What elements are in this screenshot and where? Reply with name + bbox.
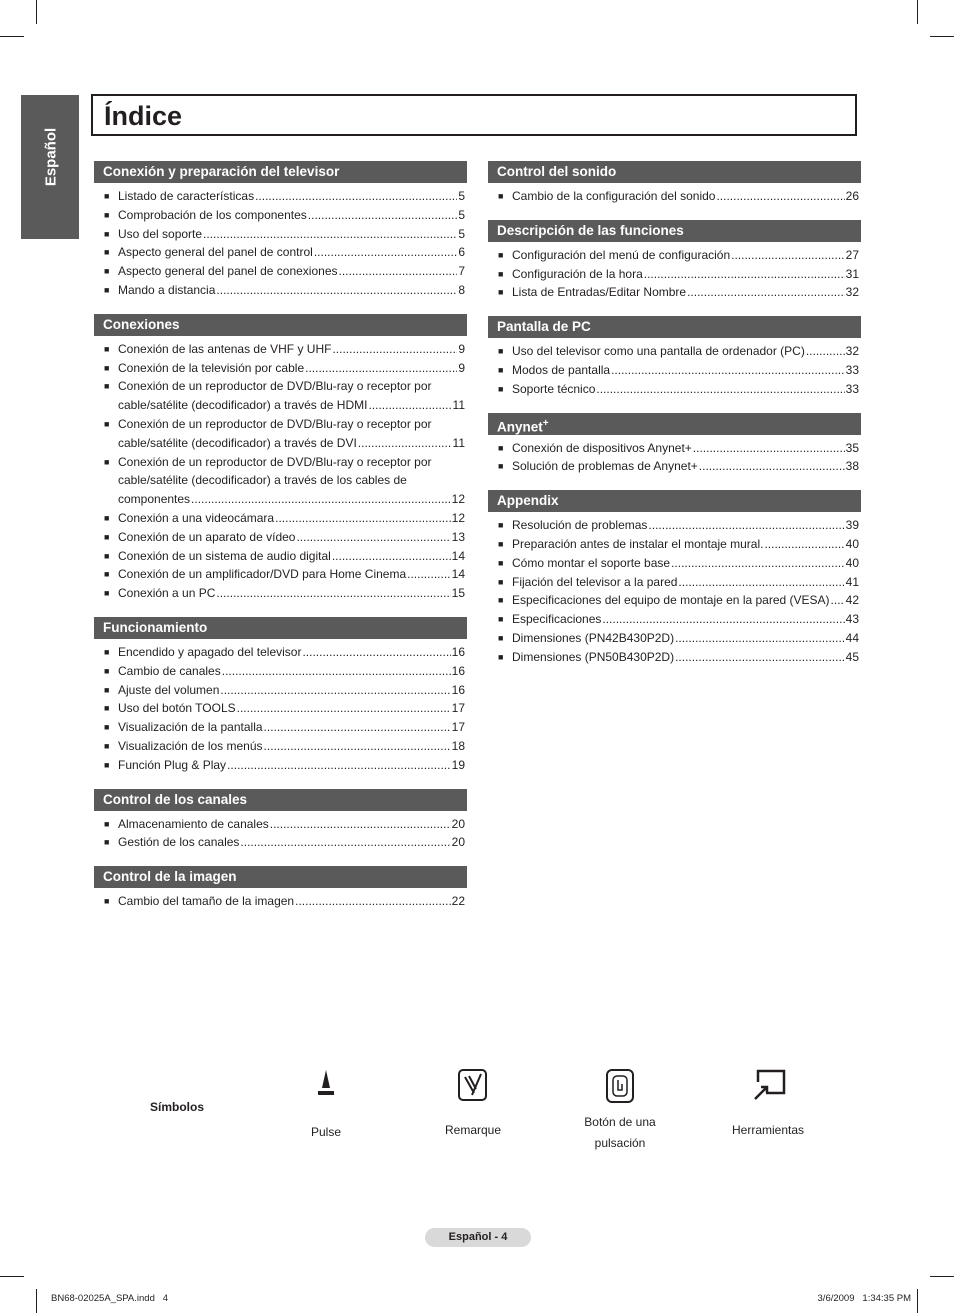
toc-page-number: 13 — [451, 529, 465, 544]
bullet-icon: ■ — [104, 665, 110, 676]
dot-leader — [222, 662, 451, 681]
toc-entry-line: cable/satélite (decodificador) a través de los cables de — [118, 473, 407, 488]
bullet-icon: ■ — [104, 550, 110, 561]
dot-leader — [240, 833, 450, 852]
dot-leader — [764, 535, 844, 554]
toc-entry-text: Uso del botón TOOLS — [118, 701, 236, 716]
toc-entry-text: Mando a distancia — [118, 282, 216, 297]
toc-entry-text: Función Plug & Play — [118, 757, 227, 772]
toc-entry-text: Aspecto general del panel de conexiones — [118, 264, 338, 279]
section-heading: Control de la imagen — [94, 866, 467, 888]
toc-entry-text: Lista de Entradas/Editar Nombre — [512, 285, 687, 300]
dot-leader — [308, 206, 458, 225]
crop-mark — [930, 36, 954, 37]
language-side-tab — [21, 95, 79, 239]
dot-leader — [693, 439, 845, 458]
toc-page-number: 5 — [458, 189, 465, 203]
dot-leader — [295, 892, 451, 911]
dot-leader — [716, 187, 844, 206]
bullet-icon: ■ — [104, 531, 110, 542]
toc-section — [94, 314, 467, 603]
toc-page-number: 35 — [845, 440, 859, 455]
bullet-icon: ■ — [104, 209, 110, 220]
toc-page-number: 40 — [845, 555, 859, 570]
toc-entry-text: Almacenamiento de canales — [118, 816, 269, 831]
dot-leader — [264, 718, 451, 737]
dot-leader — [339, 262, 458, 281]
bullet-icon: ■ — [498, 383, 504, 394]
crop-mark — [0, 36, 24, 37]
dot-leader — [216, 584, 450, 603]
dot-leader — [611, 361, 845, 380]
toc-page-number: 33 — [845, 381, 859, 396]
symbol-note — [438, 1068, 508, 1141]
toc-entry[interactable] — [94, 187, 467, 206]
bullet-icon: ■ — [104, 818, 110, 829]
toc-page-number: 18 — [451, 738, 465, 753]
toc-entry[interactable] — [488, 516, 861, 535]
bullet-icon: ■ — [498, 364, 504, 375]
toc-section — [488, 161, 861, 206]
toc-entry-text: Conexión de un aparato de vídeo — [118, 529, 296, 544]
section-heading: Control de los canales — [94, 789, 467, 811]
bullet-icon: ■ — [104, 759, 110, 770]
dot-leader — [831, 591, 845, 610]
toc-entry-text: Modos de pantalla — [512, 362, 611, 377]
toc-entry-text: Uso del soporte — [118, 226, 203, 241]
dot-leader — [806, 342, 845, 361]
section-heading: Descripción de las funciones — [488, 220, 861, 242]
section-heading: Anynet+ — [488, 413, 861, 435]
toc-page-number: 32 — [845, 285, 859, 300]
toc-entry[interactable] — [488, 554, 861, 573]
toc-page-number: 5 — [458, 226, 465, 241]
toc-page-number: 20 — [451, 816, 465, 831]
dot-leader — [596, 380, 844, 399]
toc-entry[interactable] — [488, 591, 861, 610]
dot-leader — [270, 815, 451, 834]
toc-entry[interactable] — [94, 681, 467, 700]
toc-entry-text: Listado de características — [118, 189, 255, 203]
toc-entry-text: Conexión de las antenas de VHF y UHF — [118, 341, 332, 356]
bullet-icon: ■ — [104, 512, 110, 523]
toc-entry[interactable] — [94, 833, 467, 852]
toc-page-number: 16 — [451, 663, 465, 678]
bullet-icon: ■ — [104, 362, 110, 373]
bullet-icon: ■ — [498, 287, 504, 298]
file-slug: BN68-02025A_SPA.indd 4 — [51, 1293, 169, 1304]
bullet-icon: ■ — [104, 740, 110, 751]
language-label: Español — [42, 127, 60, 187]
bullet-icon: ■ — [498, 538, 504, 549]
dot-leader — [602, 610, 844, 629]
toc-page-number: 12 — [451, 492, 465, 507]
bullet-icon: ■ — [104, 722, 110, 733]
toc-entry[interactable] — [488, 283, 861, 302]
toc-entry[interactable] — [94, 206, 467, 225]
toc-entry-text: Preparación antes de instalar el montaje mural. — [512, 536, 764, 551]
one-touch-button-icon — [604, 1068, 636, 1104]
dot-leader — [237, 699, 451, 718]
crop-mark — [917, 0, 918, 24]
toc-page-number: 32 — [845, 344, 859, 359]
toc-entry-text: Fijación del televisor a la pared — [512, 574, 678, 589]
bullet-icon: ■ — [104, 381, 110, 392]
section-heading: Control del sonido — [488, 161, 861, 183]
toc-entry[interactable] — [488, 535, 861, 554]
toc-page-number: 22 — [451, 894, 465, 909]
dot-leader — [332, 547, 451, 566]
dot-leader — [203, 225, 457, 244]
toc-entry-text: Conexión de dispositivos Anynet+ — [512, 440, 692, 455]
toc-entry[interactable] — [94, 662, 467, 681]
toc-entry-text: Configuración del menú de configuración — [512, 247, 731, 262]
bullet-icon: ■ — [104, 228, 110, 239]
toc-section — [488, 490, 861, 666]
bullet-icon: ■ — [104, 703, 110, 714]
toc-section — [94, 866, 467, 911]
toc-page-number: 44 — [845, 630, 859, 645]
toc-entry-text: Cambio de canales — [118, 663, 221, 678]
dot-leader — [731, 246, 845, 265]
toc-entry-text: Conexión a un PC — [118, 586, 216, 601]
toc-page-number: 20 — [451, 835, 465, 850]
dot-leader — [220, 681, 450, 700]
bullet-icon: ■ — [104, 456, 110, 467]
dot-leader — [302, 643, 450, 662]
dot-leader — [332, 340, 457, 359]
dot-leader — [675, 648, 845, 667]
toc-page-number: 15 — [451, 586, 465, 601]
toc-entry[interactable] — [488, 246, 861, 265]
toc-page-number: 39 — [845, 518, 859, 533]
toc-page-number: 26 — [845, 189, 859, 203]
toc-entry[interactable] — [488, 361, 861, 380]
toc-page-number: 41 — [845, 574, 859, 589]
toc-page-number: 16 — [451, 682, 465, 697]
toc-entry[interactable] — [488, 648, 861, 667]
toc-section — [488, 316, 861, 398]
toc-entry[interactable] — [488, 457, 861, 476]
toc-left-column — [94, 161, 467, 925]
bullet-icon: ■ — [104, 191, 110, 201]
toc-entry-text: Resolución de problemas — [512, 518, 648, 533]
toc-entry-text: Encendido y apagado del televisor — [118, 644, 302, 659]
toc-page-number: 33 — [845, 362, 859, 377]
bullet-icon: ■ — [104, 684, 110, 695]
bullet-icon: ■ — [104, 588, 110, 599]
bullet-icon: ■ — [104, 569, 110, 580]
dot-leader — [216, 281, 457, 300]
toc-entry-text: Cómo montar el soporte base — [512, 555, 671, 570]
toc-entry-line: Conexión de un reproductor de DVD/Blu-ray o receptor por — [118, 416, 432, 431]
symbol-one-touch — [575, 1068, 665, 1154]
symbol-press — [296, 1068, 356, 1143]
toc-entry-text: Configuración de la hora — [512, 266, 643, 281]
toc-entry[interactable] — [94, 281, 467, 300]
section-heading: Funcionamiento — [94, 617, 467, 639]
title-box — [91, 94, 857, 136]
tools-icon — [750, 1068, 786, 1102]
bullet-icon: ■ — [104, 646, 110, 657]
toc-entry[interactable] — [488, 629, 861, 648]
toc-entry[interactable] — [94, 547, 467, 566]
toc-entry-line: Conexión de un reproductor de DVD/Blu-ray o receptor por — [118, 379, 432, 394]
toc-page-number: 8 — [458, 282, 465, 297]
page-number-badge: Español - 4 — [425, 1228, 531, 1247]
dot-leader — [227, 756, 451, 775]
toc-section — [94, 789, 467, 853]
toc-page-number: 40 — [845, 536, 859, 551]
page-title: Índice — [104, 101, 183, 131]
dot-leader — [314, 243, 458, 262]
crop-mark — [36, 1289, 37, 1313]
dot-leader — [699, 457, 845, 476]
toc-entry[interactable] — [94, 415, 467, 453]
toc-entry-text: Dimensiones (PN42B430P2D) — [512, 630, 675, 645]
bullet-icon: ■ — [104, 418, 110, 429]
toc-section — [488, 220, 861, 302]
toc-page-number: 5 — [458, 207, 465, 222]
crop-mark — [930, 1276, 954, 1277]
toc-entry[interactable] — [94, 340, 467, 359]
toc-entry-text: Especificaciones — [512, 612, 602, 627]
toc-entry[interactable] — [94, 718, 467, 737]
toc-page-number: 27 — [845, 247, 859, 262]
toc-entry-text: Dimensiones (PN50B430P2D) — [512, 649, 675, 664]
symbol-note-label: Remarque — [444, 1123, 502, 1137]
toc-entry[interactable] — [488, 439, 861, 458]
toc-entry-text: Conexión de un sistema de audio digital — [118, 548, 331, 563]
section-heading: Conexión y preparación del televisor — [94, 161, 467, 183]
dot-leader — [255, 187, 457, 206]
toc-entry-text: Visualización de los menús — [118, 738, 263, 753]
crop-mark — [36, 0, 37, 24]
bullet-icon: ■ — [498, 249, 504, 260]
toc-page-number: 11 — [452, 398, 465, 413]
toc-page-number: 6 — [458, 245, 465, 260]
toc-page-number: 14 — [451, 567, 465, 582]
bullet-icon: ■ — [498, 520, 504, 531]
toc-page-number: 31 — [845, 266, 859, 281]
bullet-icon: ■ — [104, 896, 110, 907]
bullet-icon: ■ — [104, 284, 110, 295]
dot-leader — [358, 434, 452, 453]
toc-entry[interactable] — [94, 737, 467, 756]
toc-entry[interactable] — [488, 573, 861, 592]
symbol-tools-label: Herramientas — [731, 1123, 805, 1137]
note-icon — [457, 1068, 489, 1102]
dot-leader — [407, 565, 451, 584]
dot-leader — [191, 490, 451, 509]
toc-page-number: 14 — [451, 548, 465, 563]
toc-page-number: 11 — [452, 435, 465, 450]
bullet-icon: ■ — [498, 346, 504, 357]
bullet-icon: ■ — [104, 247, 110, 258]
dot-leader — [264, 737, 451, 756]
toc-entry[interactable] — [94, 565, 467, 584]
symbol-one-touch-label: Botón de una pulsación — [584, 1115, 656, 1150]
toc-entry-text: Gestión de los canales — [118, 835, 240, 850]
toc-entry[interactable] — [94, 584, 467, 603]
section-heading: Pantalla de PC — [488, 316, 861, 338]
dot-leader — [687, 283, 845, 302]
section-heading: Appendix — [488, 490, 861, 512]
toc-page-number: 7 — [458, 264, 465, 279]
toc-entry[interactable] — [94, 225, 467, 244]
toc-entry[interactable] — [94, 359, 467, 378]
toc-entry-text: cable/satélite (decodificador) a través de HDMI — [118, 398, 368, 413]
symbols-label: Símbolos — [150, 1100, 205, 1114]
toc-entry-text: Cambio de la configuración del sonido — [512, 189, 716, 203]
date-slug: 3/6/2009 1:34:35 PM — [817, 1293, 911, 1304]
toc-entry-text: Cambio del tamaño de la imagen — [118, 894, 295, 909]
toc-entry[interactable] — [488, 610, 861, 629]
toc-entry[interactable] — [488, 187, 861, 206]
symbol-tools — [728, 1068, 808, 1141]
bullet-icon: ■ — [104, 837, 110, 848]
crop-mark — [917, 1289, 918, 1313]
toc-entry[interactable] — [488, 380, 861, 399]
section-heading: Conexiones — [94, 314, 467, 336]
dot-leader — [296, 528, 450, 547]
dot-leader — [678, 573, 844, 592]
toc-entry-text: Ajuste del volumen — [118, 682, 220, 697]
toc-entry-text: Conexión de la televisión por cable — [118, 360, 305, 375]
toc-page-number: 42 — [845, 593, 859, 608]
toc-entry[interactable] — [94, 528, 467, 547]
bullet-icon: ■ — [104, 266, 110, 277]
dot-leader — [644, 265, 845, 284]
bullet-icon: ■ — [498, 557, 504, 568]
dot-leader — [648, 516, 844, 535]
toc-entry[interactable] — [94, 377, 467, 415]
toc-page-number: 9 — [458, 360, 465, 375]
toc-page-number: 16 — [451, 644, 465, 659]
bullet-icon: ■ — [498, 268, 504, 279]
toc-entry-text: Solución de problemas de Anynet+ — [512, 459, 698, 474]
toc-entry[interactable] — [94, 892, 467, 911]
toc-entry[interactable] — [94, 756, 467, 775]
toc-page-number: 38 — [845, 459, 859, 474]
symbol-press-label: Pulse — [310, 1125, 342, 1139]
toc-page-number: 17 — [451, 720, 465, 735]
toc-entry-text: Conexión a una videocámara — [118, 510, 275, 525]
toc-entry[interactable] — [488, 265, 861, 284]
toc-right-column — [488, 161, 861, 681]
crop-mark — [0, 1276, 24, 1277]
toc-section — [94, 161, 467, 300]
bullet-icon: ■ — [104, 343, 110, 354]
bullet-icon: ■ — [498, 461, 504, 472]
toc-entry-text: cable/satélite (decodificador) a través de DVI — [118, 435, 357, 450]
toc-page-number: 19 — [451, 757, 465, 772]
toc-page-number: 45 — [845, 649, 859, 664]
toc-entry[interactable] — [94, 815, 467, 834]
toc-entry-text: componentes — [118, 492, 191, 507]
bullet-icon: ■ — [498, 442, 504, 453]
toc-entry[interactable] — [488, 342, 861, 361]
press-icon — [316, 1068, 336, 1098]
toc-entry-text: Soporte técnico — [512, 381, 596, 396]
bullet-icon: ■ — [498, 576, 504, 587]
toc-page-number: 12 — [451, 510, 465, 525]
toc-entry[interactable] — [94, 699, 467, 718]
bullet-icon: ■ — [498, 191, 504, 201]
toc-entry-text: Especificaciones del equipo de montaje en la pared (VESA) — [512, 593, 830, 608]
toc-entry-text: Comprobación de los componentes — [118, 207, 307, 222]
toc-entry[interactable] — [94, 509, 467, 528]
dot-leader — [275, 509, 451, 528]
toc-entry[interactable] — [94, 643, 467, 662]
toc-entry[interactable] — [94, 262, 467, 281]
dot-leader — [675, 629, 845, 648]
toc-entry-text: Uso del televisor como una pantalla de ordenador (PC) — [512, 344, 805, 359]
dot-leader — [368, 396, 451, 415]
toc-page-number: 43 — [845, 612, 859, 627]
toc-entry-text: Aspecto general del panel de control — [118, 245, 313, 260]
toc-page-number: 17 — [451, 701, 465, 716]
toc-section — [94, 617, 467, 775]
dot-leader — [305, 359, 457, 378]
toc-entry[interactable] — [94, 453, 467, 509]
toc-section — [488, 413, 861, 477]
bullet-icon: ■ — [498, 614, 504, 625]
toc-entry-text: Conexión de un amplificador/DVD para Home Cinema — [118, 567, 407, 582]
toc-entry[interactable] — [94, 243, 467, 262]
toc-page-number: 9 — [458, 341, 465, 356]
toc-entry-line: Conexión de un reproductor de DVD/Blu-ray o receptor por — [118, 454, 432, 469]
dot-leader — [671, 554, 845, 573]
bullet-icon: ■ — [498, 632, 504, 643]
toc-entry-text: Visualización de la pantalla — [118, 720, 263, 735]
bullet-icon: ■ — [498, 595, 504, 606]
bullet-icon: ■ — [498, 651, 504, 662]
